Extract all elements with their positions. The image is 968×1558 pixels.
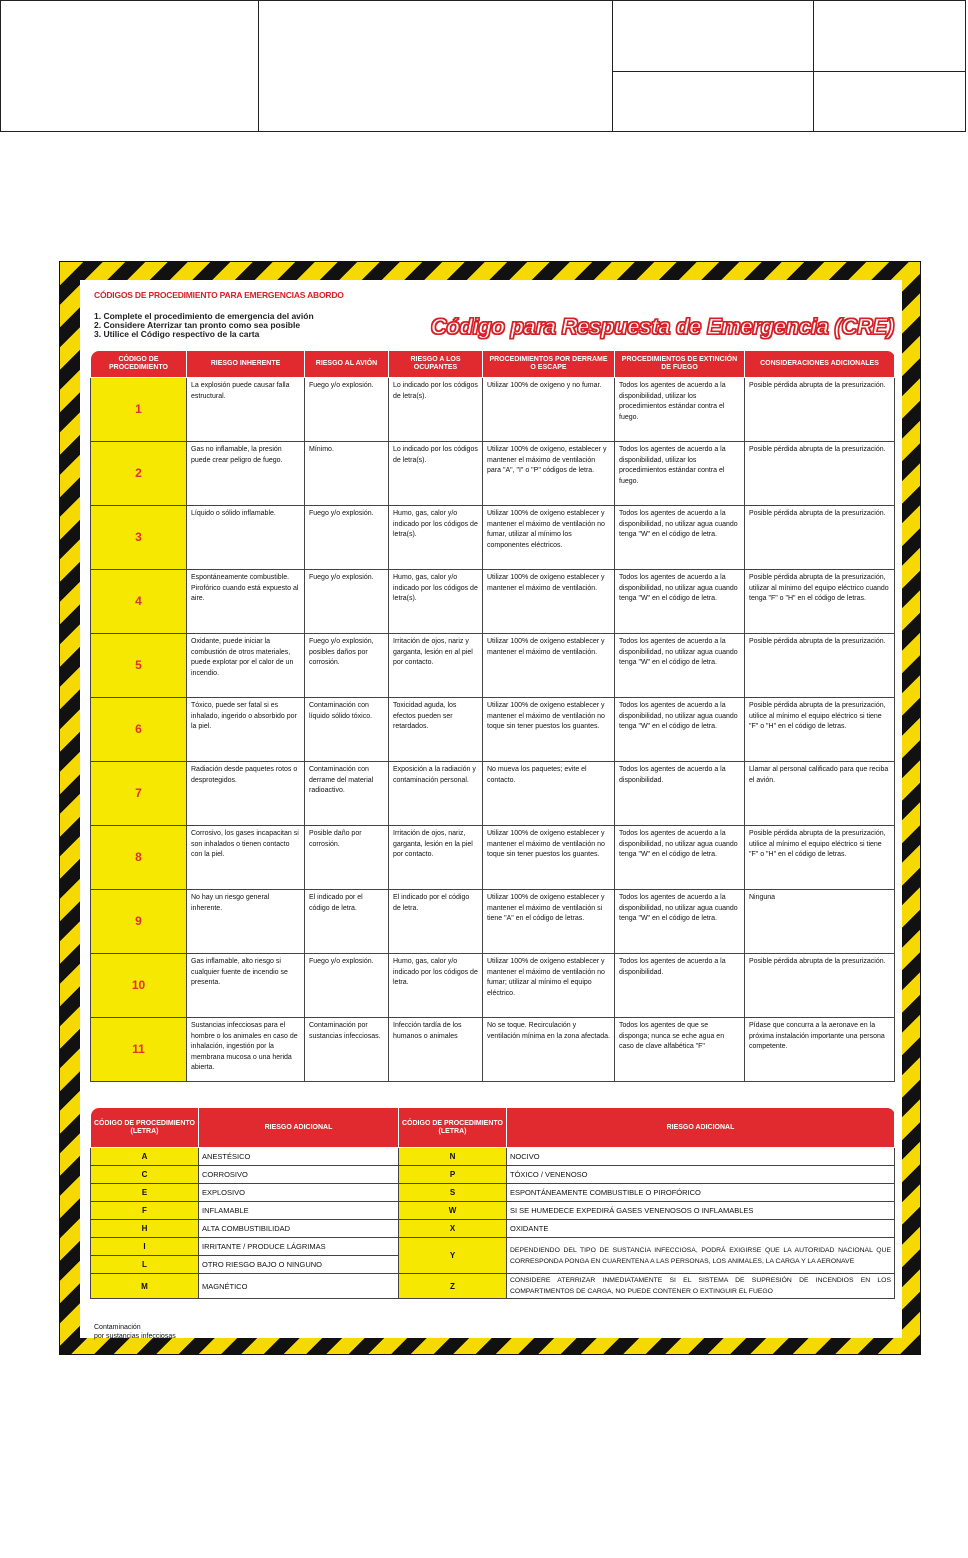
additional-considerations: Posible pérdida abrupta de la presurización. <box>745 954 895 1018</box>
spill-procedure: Utilizar 100% de oxígeno establecer y mantener el máximo de ventilación. <box>483 570 615 634</box>
header-divider <box>612 71 965 72</box>
additional-considerations: Llamar al personal calificado para que reciba el avión. <box>745 762 895 826</box>
legend-code: A <box>91 1148 199 1166</box>
legend-code: H <box>91 1220 199 1238</box>
inherent-risk: Radiación desde paquetes rotos o desprotegidos. <box>187 762 305 826</box>
occupant-risk: Lo indicado por los códigos de letra(s). <box>389 378 483 442</box>
aircraft-risk: Contaminación con líquido sólido tóxico. <box>305 698 389 762</box>
procedure-code: 4 <box>91 570 187 634</box>
legend-risk: CORROSIVO <box>199 1166 399 1184</box>
aircraft-risk: Mínimo. <box>305 442 389 506</box>
column-header: PROCEDIMIENTOS POR DERRAME O ESCAPE <box>483 351 615 378</box>
additional-considerations: Posible pérdida abrupta de la presurización. <box>745 378 895 442</box>
fire-procedure: Todos los agentes de acuerdo a la disponibilidad, no utilizar agua cuando tenga "W" en el código de letra. <box>615 634 745 698</box>
table-row <box>91 954 895 1018</box>
legend-row <box>91 1202 895 1220</box>
spill-procedure: Utilizar 100% de oxígeno y no fumar. <box>483 378 615 442</box>
legend-code: C <box>91 1166 199 1184</box>
instructions <box>94 312 314 339</box>
column-header: RIESGO A LOS OCUPANTES <box>389 351 483 378</box>
footnote-line: por sustancias infecciosas <box>94 1333 176 1340</box>
procedure-code: 5 <box>91 634 187 698</box>
inherent-risk: Espontáneamente combustible. Pirofórico cuando está expuesto al aire. <box>187 570 305 634</box>
inherent-risk: Sustancias infecciosas para el hombre o los animales en caso de inhalación, ingestión por la membrana mucosa o una herida abierta. <box>187 1018 305 1082</box>
legend-risk: DEPENDIENDO DEL TIPO DE SUSTANCIA INFECCIOSA, PODRÁ EXIGIRSE QUE LA AUTORIDAD NACIONAL QUE CORRESPONDA PONGA EN CUARENTENA A LAS PERSONAS, LOS ANIMALES, LA CARGA Y LA AERONAVE <box>507 1238 895 1274</box>
fire-procedure: Todos los agentes de acuerdo a la disponibilidad, utilizar los procedimientos estándar contra el fuego. <box>615 442 745 506</box>
table-row <box>91 890 895 954</box>
occupant-risk: Humo, gas, calor y/o indicado por los códigos de letra(s). <box>389 506 483 570</box>
legend-row <box>91 1238 895 1256</box>
document-header-box <box>0 0 966 132</box>
aircraft-risk: Fuego y/o explosión, posibles daños por corrosión. <box>305 634 389 698</box>
spill-procedure: Utilizar 100% de oxígeno establecer y mantener el máximo de ventilación no toque sin tener puestos los guantes. <box>483 698 615 762</box>
occupant-risk: Irritación de ojos, nariz, garganta, lesión en la piel por contacto. <box>389 826 483 890</box>
procedure-code: 7 <box>91 762 187 826</box>
spill-procedure: No se toque. Recirculación y ventilación mínima en la zona afectada. <box>483 1018 615 1082</box>
spill-procedure: Utilizar 100% de oxígeno establecer y mantener el máximo de ventilación no fumar; utilizar al mínimo el equipo eléctrico. <box>483 954 615 1018</box>
table-row <box>91 378 895 442</box>
spill-procedure: Utilizar 100% de oxígeno establecer y mantener el máximo de ventilación si tiene "A" en el código de letras. <box>483 890 615 954</box>
legend-risk: ANESTÉSICO <box>199 1148 399 1166</box>
card-content <box>80 280 902 1338</box>
emergency-code-card <box>59 261 921 1355</box>
aircraft-risk: Contaminación con derrame del material radioactivo. <box>305 762 389 826</box>
legend-column-header: RIESGO ADICIONAL <box>199 1108 399 1148</box>
occupant-risk: Toxicidad aguda, los efectos pueden ser retardados. <box>389 698 483 762</box>
procedures-table <box>90 350 895 1082</box>
header-divider <box>612 1 613 131</box>
occupant-risk: Irritación de ojos, nariz y garganta, lesión en al piel por contacto. <box>389 634 483 698</box>
legend-risk: INFLAMABLE <box>199 1202 399 1220</box>
procedure-code: 10 <box>91 954 187 1018</box>
additional-considerations: Posible pérdida abrupta de la presurización. <box>745 634 895 698</box>
table-row <box>91 1018 895 1082</box>
table-row <box>91 506 895 570</box>
legend-risk: ESPONTÁNEAMENTE COMBUSTIBLE O PIROFÓRICO <box>507 1184 895 1202</box>
spill-procedure: No mueva los paquetes; evite el contacto. <box>483 762 615 826</box>
legend-code: F <box>91 1202 199 1220</box>
legend-header-row <box>91 1108 895 1148</box>
legend-code: Z <box>399 1274 507 1299</box>
instruction-step: 1. Complete el procedimiento de emergencia del avión <box>94 311 314 321</box>
legend-risk: CONSIDERE ATERRIZAR INMEDIATAMENTE SI EL SISTEMA DE SUPRESIÓN DE INCENDIOS EN LOS COMPARTIMENTOS DE CARGA, NO PUEDE CONTENER O EXTINGUIR EL FUEGO <box>507 1274 895 1299</box>
column-header: CONSIDERACIONES ADICIONALES <box>745 351 895 378</box>
legend-column-header: CÓDIGO DE PROCEDIMIENTO (LETRA) <box>399 1108 507 1148</box>
procedure-code: 6 <box>91 698 187 762</box>
card-title: Código para Respuesta de Emergencia (CRE) <box>430 314 894 339</box>
legend-code: P <box>399 1166 507 1184</box>
legend-row <box>91 1220 895 1238</box>
inherent-risk: La explosión puede causar falla estructural. <box>187 378 305 442</box>
aircraft-risk: Posible daño por corrosión. <box>305 826 389 890</box>
instruction-step: 2. Considere Aterrizar tan pronto como sea posible <box>94 320 301 330</box>
legend-column-header: CÓDIGO DE PROCEDIMIENTO (LETRA) <box>91 1108 199 1148</box>
table-row <box>91 826 895 890</box>
table-row <box>91 634 895 698</box>
occupant-risk: Humo, gas, calor y/o indicado por los códigos de letra. <box>389 954 483 1018</box>
legend-risk: SI SE HUMEDECE EXPEDIRÁ GASES VENENOSOS O INFLAMABLES <box>507 1202 895 1220</box>
occupant-risk: Exposición a la radiación y contaminación personal. <box>389 762 483 826</box>
legend-row <box>91 1148 895 1166</box>
fire-procedure: Todos los agentes de acuerdo a la disponibilidad, no utilizar agua cuando tenga "W" en el código de letra. <box>615 826 745 890</box>
legend-code: S <box>399 1184 507 1202</box>
legend-table <box>90 1107 895 1299</box>
card-kicker: CÓDIGOS DE PROCEDIMIENTO PARA EMERGENCIAS ABORDO <box>94 290 344 300</box>
additional-considerations: Posible pérdida abrupta de la presurización, utilice al mínimo el equipo eléctrico si tiene "F" o "H" en el código de letras. <box>745 826 895 890</box>
legend-risk: OTRO RIESGO BAJO O NINGUNO <box>199 1256 399 1274</box>
additional-considerations: Pídase que concurra a la aeronave en la próxima instalación importante una persona competente. <box>745 1018 895 1082</box>
aircraft-risk: El indicado por el código de letra. <box>305 890 389 954</box>
inherent-risk: Gas inflamable, alto riesgo si cualquier fuente de incendio se presenta. <box>187 954 305 1018</box>
aircraft-risk: Fuego y/o explosión. <box>305 506 389 570</box>
legend-row <box>91 1274 895 1299</box>
inherent-risk: Corrosivo, los gases incapacitan si son inhalados o tienen contacto con la piel. <box>187 826 305 890</box>
fire-procedure: Todos los agentes de acuerdo a la disponibilidad, no utilizar agua cuando tenga "W" en el código de letra. <box>615 506 745 570</box>
legend-code: L <box>91 1256 199 1274</box>
legend-row <box>91 1166 895 1184</box>
legend-code: E <box>91 1184 199 1202</box>
procedure-code: 1 <box>91 378 187 442</box>
procedure-code: 9 <box>91 890 187 954</box>
inherent-risk: No hay un riesgo general inherente. <box>187 890 305 954</box>
spill-procedure: Utilizar 100% de oxígeno establecer y mantener el máximo de ventilación no fumar, utilizar al mínimo los componentes eléctricos. <box>483 506 615 570</box>
legend-risk: IRRITANTE / PRODUCE LÁGRIMAS <box>199 1238 399 1256</box>
occupant-risk: Lo indicado por los códigos de letra(s). <box>389 442 483 506</box>
legend-risk: MAGNÉTICO <box>199 1274 399 1299</box>
aircraft-risk: Contaminación por sustancias infecciosas. <box>305 1018 389 1082</box>
instruction-step: 3. Utilice el Código respectivo de la carta <box>94 329 260 339</box>
spill-procedure: Utilizar 100% de oxígeno establecer y mantener el máximo de ventilación. <box>483 634 615 698</box>
legend-risk: TÓXICO / VENENOSO <box>507 1166 895 1184</box>
legend-risk: ALTA COMBUSTIBILIDAD <box>199 1220 399 1238</box>
table-header-row <box>91 351 895 378</box>
inherent-risk: Gas no inflamable, la presión puede crear peligro de fuego. <box>187 442 305 506</box>
inherent-risk: Tóxico, puede ser fatal si es inhalado, ingerido o absorbido por la piel. <box>187 698 305 762</box>
aircraft-risk: Fuego y/o explosión. <box>305 570 389 634</box>
additional-considerations: Posible pérdida abrupta de la presurización. <box>745 506 895 570</box>
footnote-line: Contaminación <box>94 1324 141 1331</box>
fire-procedure: Todos los agentes de acuerdo a la disponibilidad. <box>615 762 745 826</box>
table-row <box>91 570 895 634</box>
legend-code: W <box>399 1202 507 1220</box>
header-divider <box>258 1 259 131</box>
aircraft-risk: Fuego y/o explosión. <box>305 954 389 1018</box>
fire-procedure: Todos los agentes de acuerdo a la disponibilidad, utilizar los procedimientos estándar contra el fuego. <box>615 378 745 442</box>
additional-considerations: Ninguna <box>745 890 895 954</box>
column-header: RIESGO AL AVIÓN <box>305 351 389 378</box>
procedure-code: 8 <box>91 826 187 890</box>
additional-considerations: Posible pérdida abrupta de la presurización, utilizar al mínimo del equipo eléctrico cuando tenga "F" o "H" en el código de letras. <box>745 570 895 634</box>
column-header: PROCEDIMIENTOS DE EXTINCIÓN DE FUEGO <box>615 351 745 378</box>
header-divider <box>813 1 814 131</box>
legend-risk: NOCIVO <box>507 1148 895 1166</box>
fire-procedure: Todos los agentes de acuerdo a la disponibilidad, no utilizar agua cuando tenga "W" en el código de letra. <box>615 570 745 634</box>
legend-row <box>91 1184 895 1202</box>
occupant-risk: Infección tardía de los humanos o animales <box>389 1018 483 1082</box>
legend-code: M <box>91 1274 199 1299</box>
aircraft-risk: Fuego y/o explosión. <box>305 378 389 442</box>
table-row <box>91 698 895 762</box>
column-header: RIESGO INHERENTE <box>187 351 305 378</box>
legend-code: Y <box>399 1238 507 1274</box>
fire-procedure: Todos los agentes de acuerdo a la disponibilidad. <box>615 954 745 1018</box>
procedure-code: 3 <box>91 506 187 570</box>
additional-considerations: Posible pérdida abrupta de la presurización, utilice al mínimo el equipo eléctrico si tiene "F" o "H" en el código de letras. <box>745 698 895 762</box>
fire-procedure: Todos los agentes de que se disponga; nunca se eche agua en caso de clave alfabética "F" <box>615 1018 745 1082</box>
additional-considerations: Posible pérdida abrupta de la presurización. <box>745 442 895 506</box>
procedure-code: 11 <box>91 1018 187 1082</box>
footnote <box>94 1323 176 1341</box>
procedure-code: 2 <box>91 442 187 506</box>
legend-risk: OXIDANTE <box>507 1220 895 1238</box>
legend-code: N <box>399 1148 507 1166</box>
column-header: CÓDIGO DE PROCEDIMIENTO <box>91 351 187 378</box>
inherent-risk: Oxidante, puede iniciar la combustión de otros materiales, puede explotar por el calor de un incendio. <box>187 634 305 698</box>
inherent-risk: Líquido o sólido inflamable. <box>187 506 305 570</box>
legend-code: I <box>91 1238 199 1256</box>
spill-procedure: Utilizar 100% de oxígeno establecer y mantener el máximo de ventilación no toque sin tener puestos los guantes. <box>483 826 615 890</box>
fire-procedure: Todos los agentes de acuerdo a la disponibilidad, no utilizar agua cuando tenga "W" en el código de letra. <box>615 890 745 954</box>
table-row <box>91 762 895 826</box>
occupant-risk: El indicado por el código de letra. <box>389 890 483 954</box>
spill-procedure: Utilizar 100% de oxígeno, establecer y mantener el máximo de ventilación para "A", "I" o "P" códigos de letra. <box>483 442 615 506</box>
occupant-risk: Humo, gas, calor y/o indicado por los códigos de letra(s). <box>389 570 483 634</box>
legend-code: X <box>399 1220 507 1238</box>
table-row <box>91 442 895 506</box>
legend-column-header: RIESGO ADICIONAL <box>507 1108 895 1148</box>
legend-risk: EXPLOSIVO <box>199 1184 399 1202</box>
fire-procedure: Todos los agentes de acuerdo a la disponibilidad, no utilizar agua cuando tenga "W" en el código de letra. <box>615 698 745 762</box>
